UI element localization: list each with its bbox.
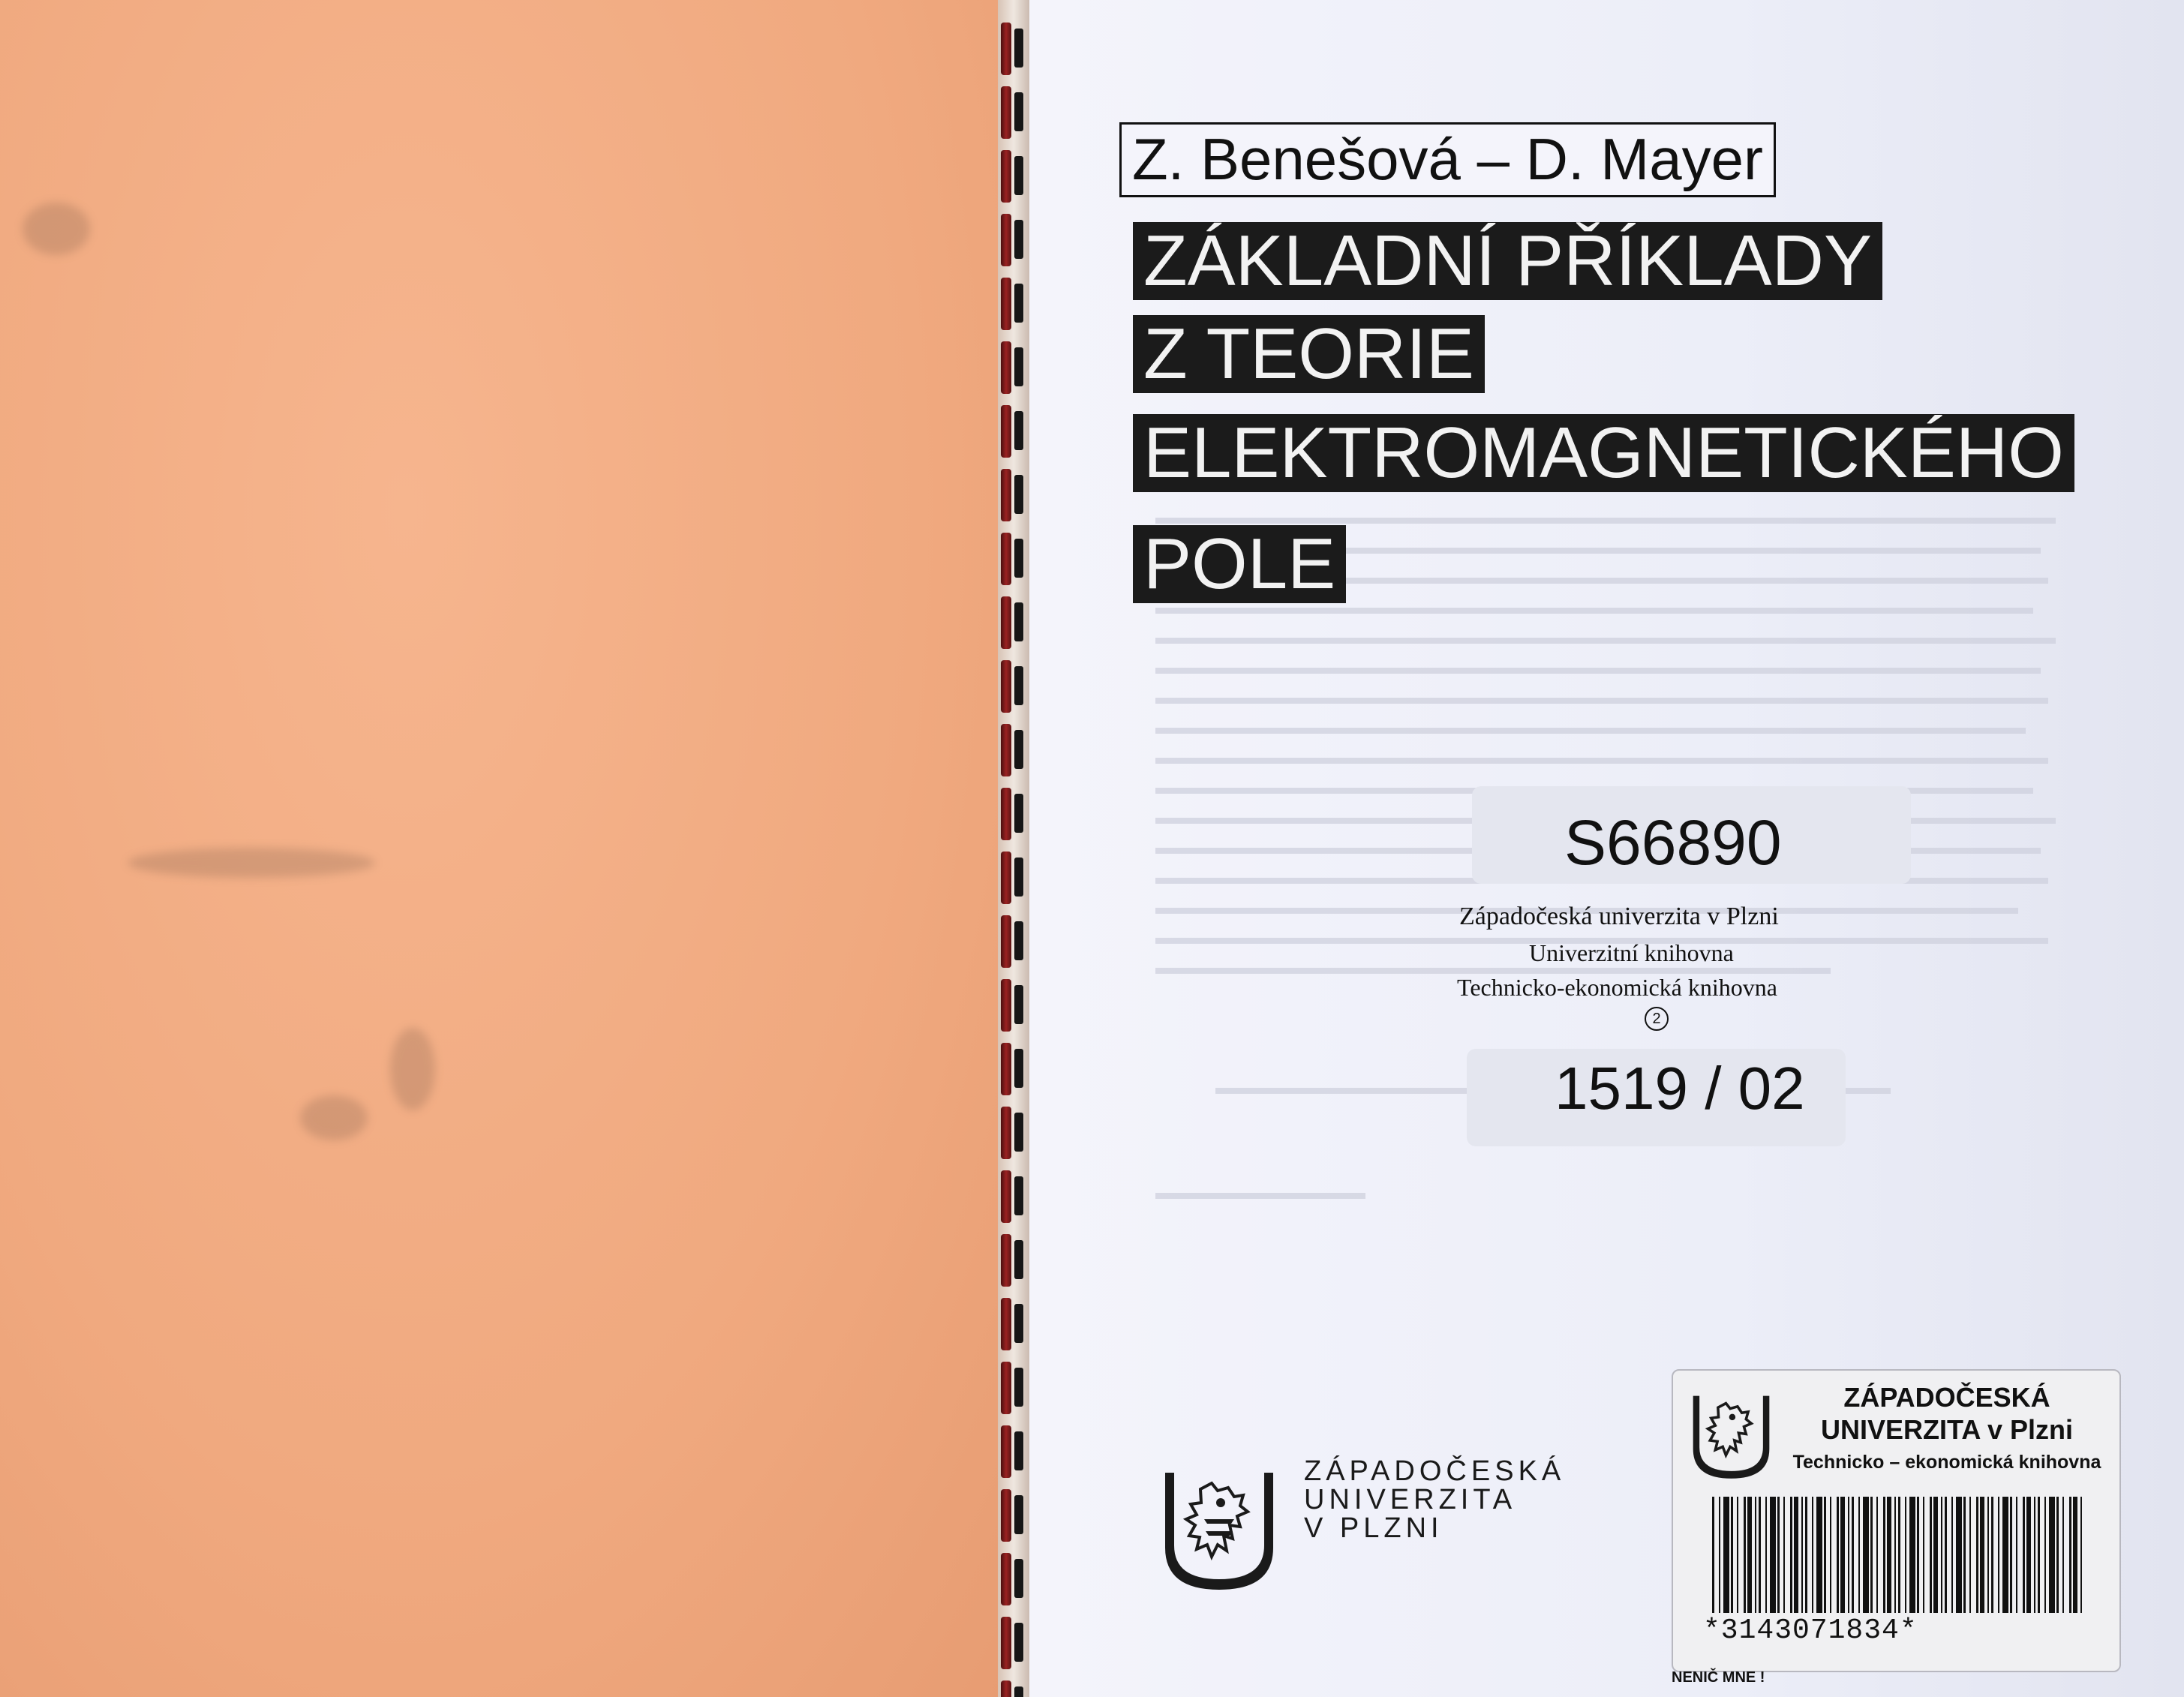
stamp-branch: Technicko-ekonomická knihovna — [1457, 974, 1777, 1001]
barcode-bar — [1723, 1497, 1729, 1613]
punch-hole — [1014, 794, 1023, 833]
punch-hole — [1014, 1176, 1023, 1215]
binding-ring — [1001, 1553, 1011, 1605]
barcode-bar — [1909, 1497, 1915, 1613]
barcode-number: *3143071834* — [1703, 1614, 1918, 1647]
barcode-bar — [1963, 1497, 1966, 1613]
barcode-bar — [1765, 1497, 1767, 1613]
book-authors: Z. Benešová – D. Mayer — [1119, 122, 1776, 197]
punch-hole — [1014, 1240, 1023, 1279]
binding-ring — [1001, 1298, 1011, 1350]
punch-hole — [1014, 1559, 1023, 1598]
barcode-bar — [2002, 1497, 2008, 1613]
barcode-bar — [1812, 1497, 1813, 1613]
punch-hole — [1014, 1304, 1023, 1343]
barcode-bar — [2023, 1497, 2025, 1613]
cover-smudge — [23, 203, 90, 255]
binding-ring — [1001, 86, 1011, 139]
barcode-bar — [1980, 1497, 1984, 1613]
punch-hole — [1014, 539, 1023, 578]
barcode-bar — [1991, 1497, 1993, 1613]
university-shield-logo — [1159, 1467, 1279, 1594]
barcode — [1712, 1497, 2087, 1613]
barcode-bar — [2034, 1497, 2035, 1613]
binding-ring — [1001, 214, 1011, 266]
call-number: 1519 / 02 — [1555, 1055, 1805, 1122]
barcode-bar — [1876, 1497, 1878, 1613]
barcode-bar — [1816, 1497, 1822, 1613]
barcode-bar — [2049, 1497, 2055, 1613]
barcode-bar — [1830, 1497, 1831, 1613]
punch-hole — [1014, 156, 1023, 195]
binding-ring — [1001, 1489, 1011, 1542]
punch-hole — [1014, 475, 1023, 514]
barcode-bar — [1801, 1497, 1803, 1613]
binding-ring — [1001, 23, 1011, 75]
cover-smudge — [128, 848, 375, 878]
barcode-bar — [1898, 1497, 1900, 1613]
stamp-library: Univerzitní knihovna — [1529, 939, 1734, 966]
binding-ring — [1001, 1362, 1011, 1414]
shelfmark-number: S66890 — [1564, 807, 1782, 878]
binding-ring — [1001, 724, 1011, 776]
book-title-line-1: ZÁKLADNÍ PŘÍKLADY — [1133, 222, 1882, 300]
punch-hole — [1014, 1368, 1023, 1407]
barcode-bar — [1840, 1497, 1845, 1613]
university-name-line-3: V PLZNI — [1304, 1512, 1443, 1544]
punch-hole — [1014, 858, 1023, 897]
punch-hole — [1014, 666, 1023, 705]
binding-ring — [1001, 405, 1011, 458]
barcode-bar — [1941, 1497, 1942, 1613]
book-cover — [0, 0, 1013, 1697]
barcode-bar — [1731, 1497, 1733, 1613]
punch-hole — [1014, 347, 1023, 386]
binding-ring — [1001, 1617, 1011, 1669]
barcode-bar — [1783, 1497, 1785, 1613]
punch-hole — [1014, 29, 1023, 68]
binding-ring — [1001, 660, 1011, 713]
punch-hole — [1014, 1431, 1023, 1470]
barcode-bar — [1719, 1497, 1720, 1613]
barcode-bar — [1887, 1497, 1891, 1613]
book-title-line-3: ELEKTROMAGNETICKÉHO — [1133, 414, 2074, 492]
binding-ring — [1001, 915, 1011, 968]
barcode-bar — [2080, 1497, 2082, 1613]
barcode-bar — [1805, 1497, 1807, 1613]
university-name-line-2: UNIVERZITA — [1304, 1484, 1517, 1515]
label-warning: NENIČ MNE ! — [1672, 1669, 1765, 1686]
barcode-bar — [1755, 1497, 1756, 1613]
punch-hole — [1014, 985, 1023, 1024]
barcode-bar — [2016, 1497, 2017, 1613]
barcode-bar — [1848, 1497, 1849, 1613]
barcode-label-line-1: ZÁPADOČESKÁ — [1843, 1382, 2050, 1413]
barcode-label-line-2: UNIVERZITA v Plzni — [1820, 1414, 2074, 1445]
punch-hole — [1014, 1113, 1023, 1152]
barcode-bar — [2010, 1497, 2012, 1613]
barcode-bar — [1894, 1497, 1896, 1613]
barcode-bar — [2038, 1497, 2040, 1613]
binding-ring — [1001, 150, 1011, 203]
binding-ring — [1001, 1043, 1011, 1095]
binding-ring — [1001, 596, 1011, 649]
binding-ring — [1001, 788, 1011, 840]
barcode-bar — [1987, 1497, 1989, 1613]
barcode-bar — [1852, 1497, 1854, 1613]
barcode-bar — [1945, 1497, 1947, 1613]
barcode-bar — [1930, 1497, 1932, 1613]
barcode-label-line-3: Technicko – ekonomická knihovna — [1792, 1452, 2101, 1473]
barcode-bar — [1744, 1497, 1746, 1613]
barcode-bar — [2044, 1497, 2046, 1613]
barcode-bar — [1824, 1497, 1826, 1613]
barcode-bar — [1951, 1497, 1953, 1613]
barcode-bar — [2056, 1497, 2059, 1613]
punch-hole — [1014, 1049, 1023, 1088]
punch-hole — [1014, 220, 1023, 259]
book-title-line-2: Z TEORIE — [1133, 315, 1485, 393]
punch-hole — [1014, 921, 1023, 960]
barcode-bar — [1770, 1497, 1776, 1613]
punch-hole — [1014, 92, 1023, 131]
binding-ring — [1001, 1425, 1011, 1478]
barcode-bar — [2073, 1497, 2077, 1613]
binding-ring — [1001, 1234, 1011, 1287]
barcode-bar — [1870, 1497, 1873, 1613]
punch-hole — [1014, 730, 1023, 769]
stamp-circle-mark: 2 — [1645, 1007, 1669, 1031]
barcode-bar — [1712, 1497, 1714, 1613]
stamp-university: Západočeská univerzita v Plzni — [1459, 903, 1779, 930]
barcode-bar — [1790, 1497, 1792, 1613]
binding-ring — [1001, 469, 1011, 521]
barcode-bar — [1883, 1497, 1885, 1613]
binding-ring — [1001, 1107, 1011, 1159]
barcode-bar — [2026, 1497, 2031, 1613]
binding-ring — [1001, 1680, 1011, 1697]
barcode-bar — [1777, 1497, 1780, 1613]
cover-smudge — [390, 1028, 435, 1110]
punch-hole — [1014, 1686, 1023, 1697]
barcode-bar — [1863, 1497, 1869, 1613]
barcode-bar — [2069, 1497, 2071, 1613]
punch-hole — [1014, 602, 1023, 641]
barcode-bar — [1794, 1497, 1798, 1613]
barcode-bar — [1956, 1497, 1962, 1613]
barcode-bar — [1737, 1497, 1738, 1613]
punch-hole — [1014, 411, 1023, 450]
barcode-bar — [1917, 1497, 1919, 1613]
barcode-label-shield-logo — [1688, 1392, 1774, 1482]
barcode-bar — [1905, 1497, 1906, 1613]
barcode-bar — [1747, 1497, 1752, 1613]
barcode-bar — [1837, 1497, 1839, 1613]
university-name — [1304, 1457, 1565, 1542]
binding-ring — [1001, 852, 1011, 904]
binding-ring — [1001, 979, 1011, 1032]
university-name-line-1: ZÁPADOČESKÁ — [1304, 1455, 1566, 1487]
binding-ring — [1001, 1170, 1011, 1223]
barcode-bar — [1759, 1497, 1761, 1613]
barcode-bar — [1933, 1497, 1938, 1613]
barcode-bar — [2062, 1497, 2064, 1613]
barcode-bar — [1858, 1497, 1860, 1613]
punch-hole — [1014, 284, 1023, 323]
barcode-bar — [1998, 1497, 1999, 1613]
binding-ring — [1001, 278, 1011, 330]
barcode-bar — [1923, 1497, 1924, 1613]
binding-ring — [1001, 341, 1011, 394]
book-title-line-4: POLE — [1133, 525, 1346, 603]
barcode-bar — [1976, 1497, 1978, 1613]
barcode-label-header — [1782, 1382, 2112, 1473]
cover-smudge — [300, 1095, 368, 1140]
binding-ring — [1001, 533, 1011, 585]
punch-hole — [1014, 1495, 1023, 1534]
barcode-bar — [1969, 1497, 1971, 1613]
punch-hole — [1014, 1623, 1023, 1662]
